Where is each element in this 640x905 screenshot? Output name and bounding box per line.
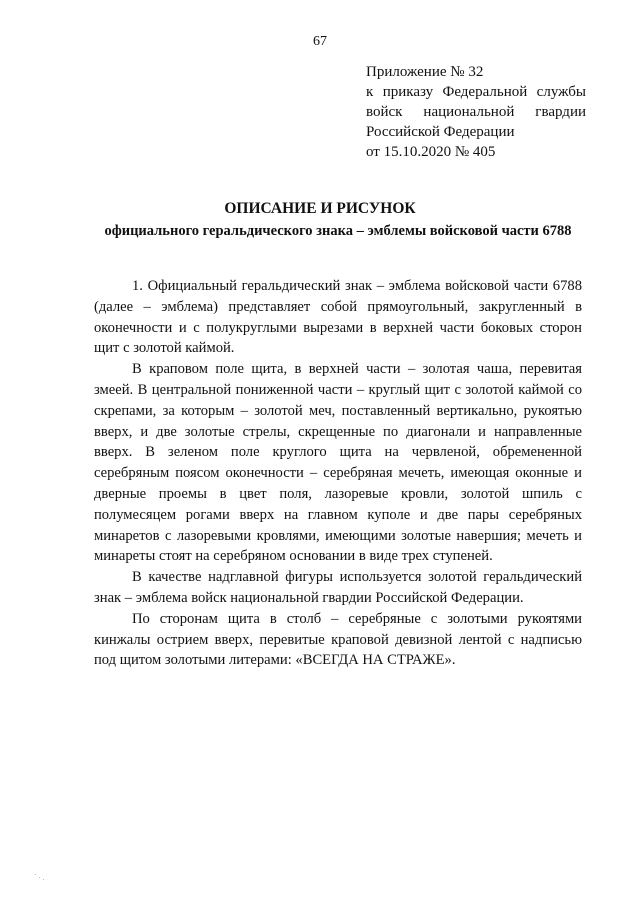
paragraph-3: В качестве надглавной фигуры используется золотой геральдический знак – эмблема войск национальной гвардии Российской Федерации.	[94, 569, 582, 606]
appendix-country-line: Российской Федерации	[366, 124, 515, 140]
appendix-block	[366, 62, 586, 162]
document-subtitle: официального геральдического знака – эмблемы войсковой части 6788	[104, 223, 572, 239]
appendix-order-line: к приказу Федеральной службы	[366, 84, 586, 100]
paragraph-2: В краповом поле щита, в верхней части – золотая чаша, перевитая змеей. В центральной пониженной части – круглый щит с золотой каймой со скрепами, за которым – золотой меч, поставленный вертикально, рукоятью вверх, и две золотые стрелы, скрещенные по диагонали и направленные вверх. В зеленом поле круглого щита на червленой, обремененной серебряным поясом оконечности – серебряная мечеть, имеющая оконные и дверные проемы в цвет поля, лазоревые кровли, золотой шпиль с полумесяцем рогами вверх на главном куполе и две пары серебряных минаретов с лазоревыми кровлями, имеющими золотые навершия; мечеть и минареты стоят на серебряном основании в виде трех ступеней.	[94, 361, 582, 565]
page-number: 67	[313, 34, 327, 49]
document-title: ОПИСАНИЕ И РИСУНОК	[224, 200, 416, 217]
appendix-service-line: войск национальной гвардии	[366, 104, 586, 120]
document-body	[94, 276, 582, 671]
scan-artifact	[34, 872, 48, 882]
appendix-date-line: от 15.10.2020 № 405	[366, 144, 496, 160]
appendix-number: Приложение № 32	[366, 64, 484, 80]
paragraph-4: По сторонам щита в столб – серебряные с золотыми рукоятями кинжалы острием вверх, перевитые краповой девизной лентой с надписью под щитом золотыми литерами: «ВСЕГДА НА СТРАЖЕ».	[94, 610, 582, 669]
paragraph-1: 1. Официальный геральдический знак – эмблема войсковой части 6788 (далее – эмблема) представляет собой прямоугольный, закругленный в оконечности и с полукруглыми вырезами в верхней части боковых сторон щит с золотой каймой.	[94, 278, 582, 357]
